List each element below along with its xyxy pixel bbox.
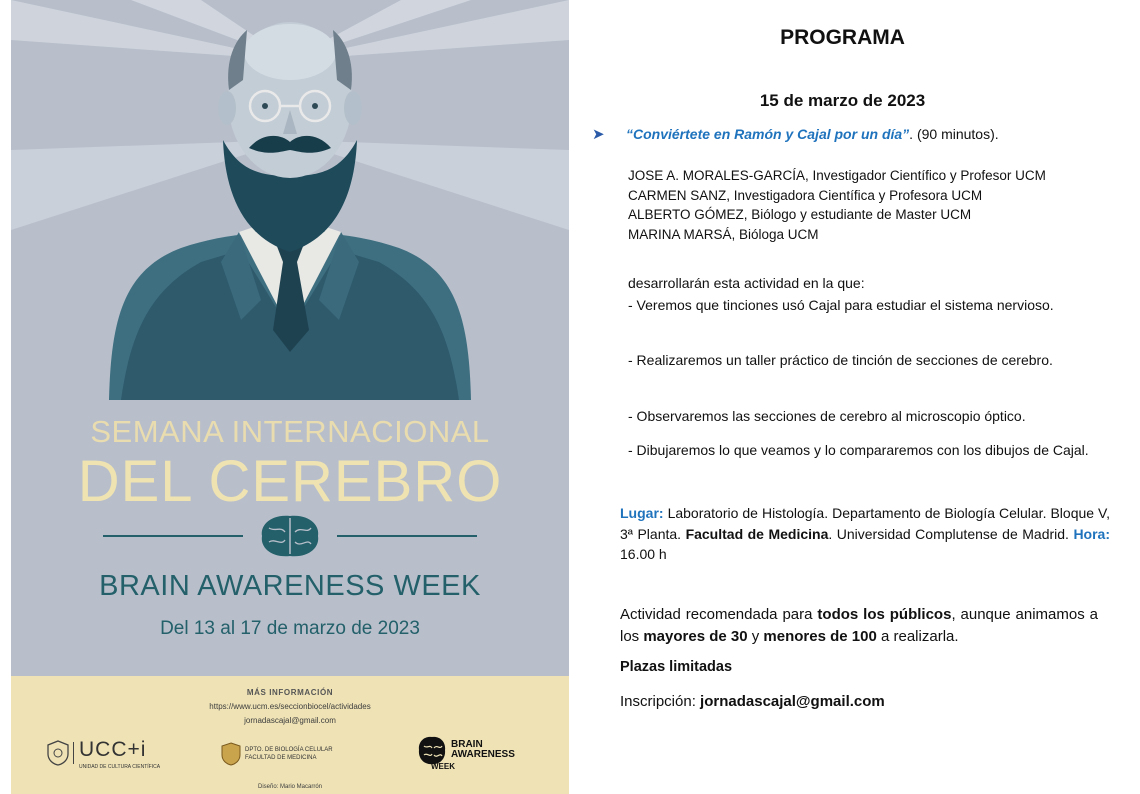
arrow-bullet-icon: ➤ <box>592 126 605 143</box>
activity-intro: desarrollarán esta actividad en la que: <box>628 275 865 291</box>
ucci-logo-subtitle: UNIDAD DE CULTURA CIENTÍFICA <box>79 764 161 770</box>
poster-title: DEL CEREBRO <box>77 449 503 514</box>
team-member: JOSE A. MORALES-GARCÍA, Investigador Científico y Profesor UCM <box>628 168 1046 183</box>
baw-logo-line2: AWARENESS <box>451 749 515 760</box>
ucci-logo-text: UCC+i <box>79 738 147 761</box>
activity-item: - Veremos que tinciones usó Cajal para estudiar el sistema nervioso. <box>628 297 1054 313</box>
reco-text: a realizarla. <box>876 627 959 645</box>
reco-text: , aunque animamos a los <box>620 606 1098 645</box>
activity-item: - Dibujaremos lo que veamos y lo compararemos con los dibujos de Cajal. <box>628 442 1089 458</box>
baw-logo-line1: BRAIN <box>451 739 483 750</box>
logo-divider <box>73 742 74 764</box>
team-member: CARMEN SANZ, Investigadora Científica y Profesora UCM <box>628 187 983 203</box>
brain-icon <box>11 512 569 562</box>
dept-logo-line2: FACULTAD DE MEDICINA <box>245 755 317 761</box>
team-list <box>628 166 1046 244</box>
event-poster <box>11 0 569 794</box>
program-date: 15 de marzo de 2023 <box>759 91 926 110</box>
activity-title: “Conviértete en Ramón y Cajal por un día” <box>626 126 910 142</box>
location-paragraph <box>620 503 1110 565</box>
reco-text: Actividad recomendada para <box>620 606 818 623</box>
location-label: Lugar: <box>620 505 664 521</box>
more-info-heading: MÁS INFORMACIÓN <box>246 688 334 697</box>
reco-text: y <box>747 627 764 645</box>
activity-duration: . (90 minutos). <box>909 126 999 142</box>
program-panel <box>590 0 1120 794</box>
signup-label: Inscripción: <box>620 693 701 710</box>
team-member: MARINA MARSÁ, Bióloga UCM <box>628 226 819 242</box>
time-value: 16.00 h <box>620 546 667 562</box>
location-text: . Universidad Complutense de Madrid. <box>828 525 1074 542</box>
location-text: Laboratorio de Histología. Departamento de Biología Celular. Bloque V, 3ª Planta. <box>620 505 1110 542</box>
team-member: ALBERTO GÓMEZ, Biólogo y estudiante de Master UCM <box>628 207 972 222</box>
poster-subtitle: SEMANA INTERNACIONAL <box>90 414 490 449</box>
faculty-crest-icon <box>221 742 241 766</box>
signup-email[interactable]: jornadascajal@gmail.com <box>700 693 885 710</box>
more-info-url[interactable]: https://www.ucm.es/seccionbiocel/actividades <box>209 702 371 711</box>
activity-item: - Realizaremos un taller práctico de tinción de secciones de cerebro. <box>628 352 1053 368</box>
poster-footer <box>11 676 569 794</box>
cajal-portrait-illustration <box>11 0 569 410</box>
poster-event-name: BRAIN AWARENESS WEEK <box>99 570 481 602</box>
dept-logo-line1: DPTO. DE BIOLOGÍA CELULAR <box>245 747 333 753</box>
limited-places-note: Plazas limitadas <box>620 659 733 675</box>
more-info-email[interactable]: jornadascajal@gmail.com <box>244 716 336 725</box>
reco-audience: todos los públicos <box>817 606 952 623</box>
activity-line <box>626 126 999 142</box>
university-crest-icon <box>47 740 69 766</box>
activity-item: - Observaremos las secciones de cerebro al microscopio óptico. <box>628 408 1026 424</box>
poster-dates: Del 13 al 17 de marzo de 2023 <box>160 618 420 639</box>
signup-line <box>620 693 885 710</box>
location-faculty: Facultad de Medicina <box>685 525 829 542</box>
time-label: Hora: <box>1073 525 1110 542</box>
reco-min-age: mayores de 30 <box>643 627 748 645</box>
baw-logo-line3: WEEK <box>431 762 455 771</box>
recommendation-paragraph <box>620 604 1098 647</box>
program-title: PROGRAMA <box>780 26 905 49</box>
design-credit: Diseño: Mario Macarrón <box>257 784 323 790</box>
reco-max-age: menores de 100 <box>763 627 877 645</box>
